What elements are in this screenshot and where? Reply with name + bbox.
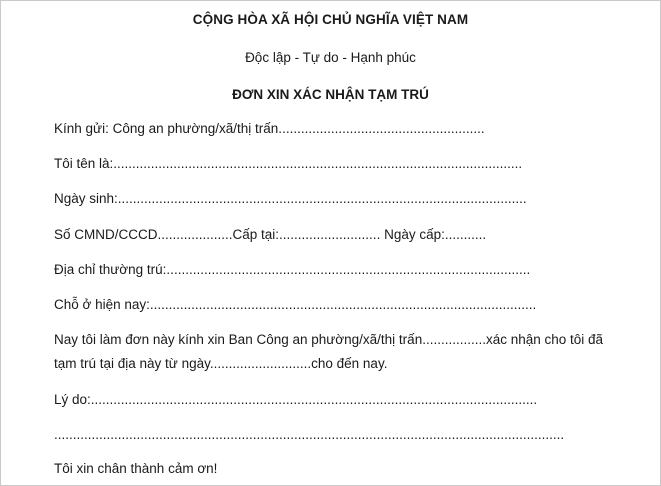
- permanent-address-line: Địa chỉ thường trú:.................................................................................................: [54, 262, 531, 277]
- reason-continuation-line: ........................................................................................................................................: [54, 427, 565, 442]
- thanks-line: Tôi xin chân thành cảm ơn!: [54, 461, 218, 476]
- request-line-2: tạm trú tại địa này từ ngày...........................cho đến nay.: [54, 356, 388, 371]
- nation-heading: CỘNG HÒA XÃ HỘI CHỦ NGHĨA VIỆT NAM: [192, 12, 469, 27]
- recipient-line: Kính gửi: Công an phường/xã/thị trấn.......................................................: [54, 121, 485, 136]
- name-line: Tôi tên là:.............................................................................................................: [54, 156, 523, 171]
- motto: Độc lập - Tự do - Hạnh phúc: [245, 50, 416, 65]
- request-line-1: Nay tôi làm đơn này kính xin Ban Công an phường/xã/thị trấn.................xác nhận cho tôi đã: [54, 332, 604, 347]
- dob-line: Ngày sinh:.............................................................................................................: [54, 191, 527, 206]
- reason-line: Lý do:.......................................................................................................................: [54, 392, 538, 407]
- id-card-line: Số CMND/CCCD....................Cấp tại:........................... Ngày cấp:...........: [54, 227, 487, 242]
- current-residence-line: Chỗ ở hiện nay:.......................................................................................................: [54, 297, 537, 312]
- form-title: ĐƠN XIN XÁC NHẬN TẠM TRÚ: [232, 87, 429, 102]
